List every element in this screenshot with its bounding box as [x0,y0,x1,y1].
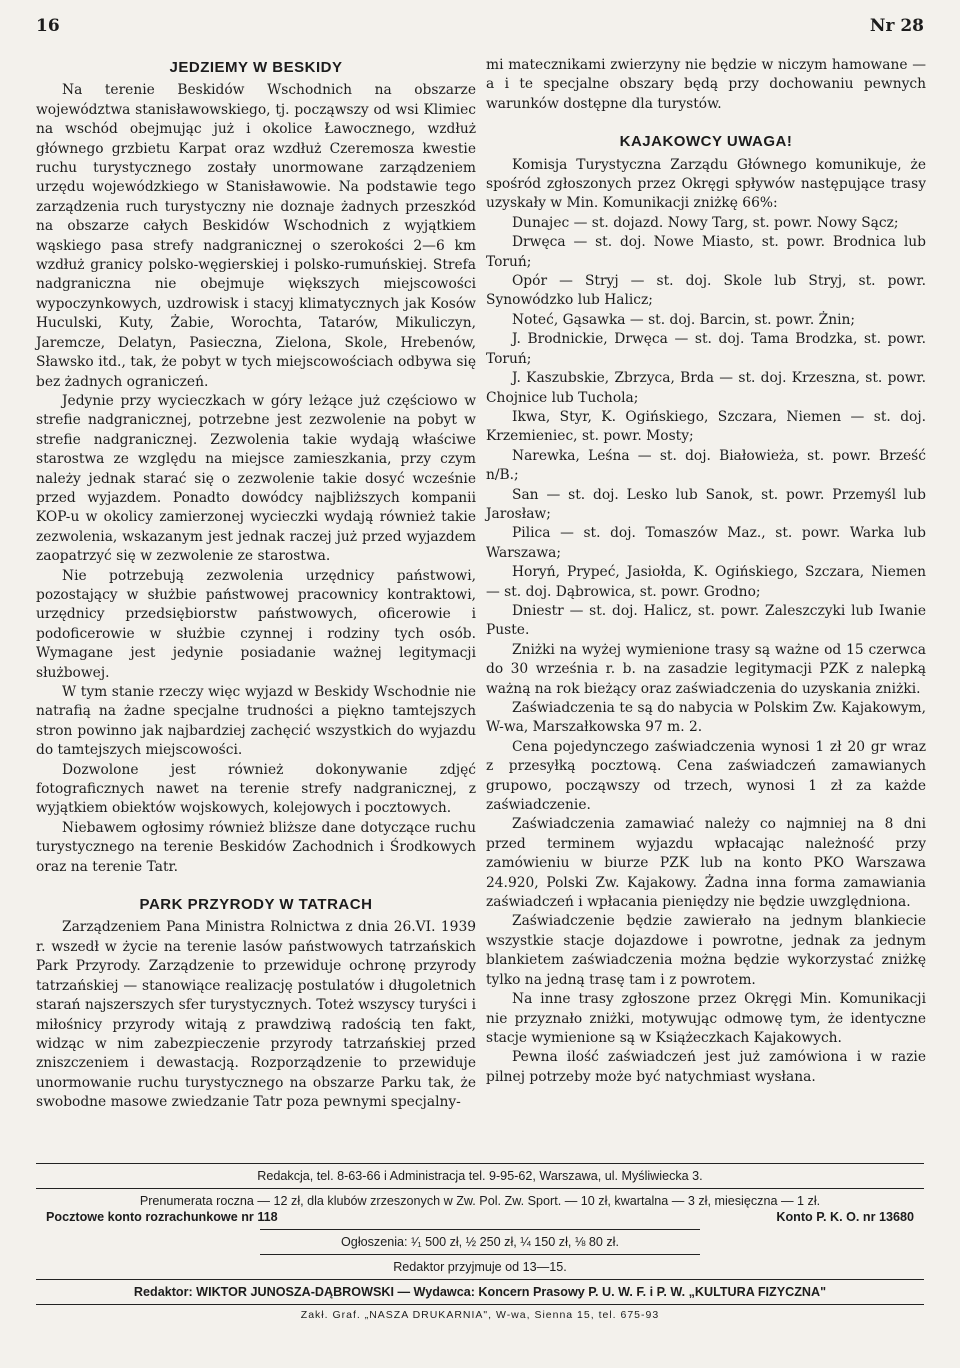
article-title-beskidy: JEDZIEMY W BESKIDY [169,59,343,76]
paragraph: Nie potrzebują zezwolenia urzędnicy państwowi, pozostający w służbie państwowej pracownicy kontraktowi, urzędnicy przedsiębiorstw państwowych, oficerowie i podoficerowie w służbie czynnej i rodziny tych osób. Wymagane jest jedynie posiadanie ważnej legitymacji służbowej. [36,567,476,681]
route-item: Dniestr — st. doj. Halicz, st. powr. Zaleszczyki lub Iwanie Puste. [486,602,926,639]
paragraph: Komisja Turystyczna Zarządu Głównego komunikuje, że spośród zgłoszonych przez Okręgi spływów następujące trasy uzyskały w Min. Komunikacji zniżkę 66%: [486,156,926,212]
paragraph: Cena pojedynczego zaświadczenia wynosi 1 zł 20 gr wraz z przesyłką pocztową. Cena zaświadczeń zamawianych grupowo, począwszy od trzech, wynosi 1 zł za każde zaświadczenie. [486,738,926,814]
paragraph: Jedynie przy wycieczkach w góry leżące już częściowo w strefie nadgranicznej, potrzebne jest zezwolenie na pobyt w strefie nadgranicznej. Zezwolenia takie wydają właściwe starostwa ze względu na miejsce zamieszkania, przy czym należy jednak starać się o zezwolenie takie dosyć wcześnie przed wyjazdem. Ponadto dowódcy najbliższych kompanii KOP-u w okolicy zamierzonej wycieczki wydają również takie zezwolenia, wskazanym jest jednak raczej już przed wyjazdem zaopatrzyć się w zezwolenie ze starostwa. [36,392,476,565]
paragraph: Na terenie Beskidów Wschodnich na obszarze województwa stanisławowskiego, tj. począwszy od wsi Klimiec na wschód obejmując już i okolice Ławocznego, wzdłuż głównego grzbietu Karpat oraz wzdłuż Czeremosza kwestie ruchu turystycznego zostały unormowane zarządzeniem urzędu wojewódzkiego w Stanisławowie. Na podstawie tego zarządzenia ruch turystyczny nie doznaje żadnych przeszkód na obszarze całych Beskidów Wschodnich z wyjątkiem wąskiego pasa strefy nadgranicznej o szerokości 2—6 km wzdłuż granicy polsko-węgierskiej i polsko-rumuńskiej. Strefa nadgraniczna nie obejmuje większych miejscowości wypoczynkowych, uzdrowisk i stacyj klimatycznych jak Kosów Huculski, Kuty, Żabie, Worochta, Tatarów, Mikuliczyn, Jaremcze, Delatyn, Pasieczna, Zielona, Skole, Hrebenów, Sławsko itd., tak, że pobyt w tych miejscowościach odbywa się bez żadnych ograniczeń. [36,82,476,390]
left-column [36,56,476,1113]
editor-publisher-line [36,1280,924,1304]
paragraph: Dozwolone jest również dokonywanie zdjęć fotograficznych nawet na terenie strefy nadgranicznej, z wyjątkiem obiektów wojskowych, kolejowych i pocztowych. [36,761,476,817]
right-column [486,56,926,1087]
paragraph: Niebawem ogłosimy również bliższe dane dotyczące ruchu turystycznego na terenie Beskidów Zachodnich i Środkowych oraz na terenie Tatr. [36,819,476,875]
route-item: San — st. doj. Lesko lub Sanok, st. powr. Przemyśl lub Jarosław; [486,486,926,522]
route-item: Horyń, Prypeć, Jasiołda, K. Ogińskiego, Szczara, Niemen — st. doj. Dąbrowica, st. powr. Grodno; [486,564,926,600]
publisher: — Wydawca: Koncern Prasowy P. U. W. F. i P. W. „KULTURA FIZYCZNA" [397,1285,827,1299]
account-row [36,1209,924,1229]
paragraph: Zniżki na wyżej wymienione trasy są ważne od 15 czerwca do 30 września r. b. na zasadzie legitymacji PZK z nalepką ważną na rok bieżący oraz zaświadczenia do uzyskania zniżki. [486,641,926,697]
page-number: 16 [36,16,60,36]
postal-account: Pocztowe konto rozrachunkowe nr 118 [46,1210,278,1224]
article-title-kajakowcy: KAJAKOWCY UWAGA! [619,133,793,151]
printer-imprint: Zakł. Graf. „NASZA DRUKARNIA", W-wa, Sienna 15, tel. 675-93 [300,1309,660,1321]
pko-account: Konto P. K. O. nr 13680 [776,1210,914,1224]
paragraph-continuation: mi matecznikami zwierzyny nie będzie w niczym hamowane — a i te specjalne obszary będą przy dochowaniu pewnych warunków dostępne dla turystów. [486,57,926,112]
route-item: J. Kaszubskie, Zbrzyca, Brda — st. doj. Krzeszna, st. powr. Chojnice lub Tuchola; [486,370,926,406]
route-item: Narewka, Leśna — st. doj. Białowieża, st. powr. Brześć n/B.; [486,447,926,484]
paragraph: Zaświadczenie będzie zawierało na jednym blankiecie wszystkie stacje dojazdowe i powrotne, jednak za jednym blankietem zaświadczenia można będzie wykorzystać zniżkę tylko na jedną trasę tam i z powrotem. [486,913,926,988]
route-item: Noteć, Gąsawka — st. doj. Barcin, st. powr. Żnin; [512,311,856,328]
office-hours-line: Redaktor przyjmuje od 13—15. [393,1260,567,1274]
subscription-line: Prenumerata roczna — 12 zł, dla klubów zrzeszonych w Zw. Pol. Zw. Sport. — 10 zł, kwartalna — 3 zł, miesięczna — 1 zł. [139,1194,821,1208]
route-item: Opór — Stryj — st. doj. Skole lub Stryj, st. powr. Synowódzko lub Halicz; [486,273,926,309]
paragraph: Zaświadczenia zamawiać należy co najmniej na 8 dni przed terminem wyjazdu wpłacając należność przy zamówieniu w biurze PZK lub na konto PKO Warszawa 24.920, Polski Zw. Kajakowy. Żadna inna forma zamawiania zaświadczeń i wpłacania pieniędzy nie będzie uwzględniona. [486,816,926,911]
route-item: Pilica — st. doj. Tomaszów Maz., st. powr. Warka lub Warszawa; [486,525,926,561]
page-footer [36,1163,924,1321]
ads-pricing-line: Ogłoszenia: ¹⁄₁ 500 zł, ½ 250 zł, ¼ 150 zł, ⅛ 80 zł. [341,1235,619,1249]
route-item: Ikwa, Styr, K. Ogińskiego, Szczara, Niemen — st. doj. Krzemieniec, st. powr. Mosty; [486,408,926,445]
route-item: Dunajec — st. dojazd. Nowy Targ, st. powr. Nowy Sącz; [512,214,899,231]
article-title-park: PARK PRZYRODY W TATRACH [139,896,373,914]
paragraph: Zarządzeniem Pana Ministra Rolnictwa z dnia 26.VI. 1939 r. wszedł w życie na terenie lasów państwowych tatrzańskich Park Przyrody. Zarządzenie to przewiduje ochronę przyrody tatrzańskiej — stanowiące realizację postulatów i długoletnich starań najszerszych sfer turystycznych. Toteż wszyscy turyści i miłośnicy przyrody witają z prawdziwą radością ten fakt, widząc w nim zabezpieczenie przyrody tatrzańskiej przed zniszczeniem i dewastacją. Rozporządzenie to przewiduje unormowanie ruchu turystycznego na obszarze Parku tak, że swobodne masowe zwiedzanie Tatr poza pewnymi specjalny- [36,919,476,1111]
page-header [0,16,960,46]
editor: Redaktor: WIKTOR JUNOSZA-DĄBROWSKI [133,1285,394,1299]
editorial-office-line: Redakcja, tel. 8-63-66 i Administracja tel. 9-95-62, Warszawa, ul. Myśliwiecka 3. [257,1169,703,1183]
paragraph: Pewna ilość zaświadczeń jest już zamówiona i w razie pilnej potrzeby może być natychmiast wysłana. [486,1049,926,1085]
route-item: J. Brodnickie, Drwęca — st. doj. Tama Brodzka, st. powr. Toruń; [486,331,926,367]
paragraph: Na inne trasy zgłoszone przez Okręgi Min. Komunikacji nie przyznało zniżki, motywując odmowę tym, że identyczne stacje wymienione są w Książeczkach Kajakowych. [486,991,926,1046]
paragraph: Zaświadczenia te są do nabycia w Polskim Zw. Kajakowym, W-wa, Marszałkowska 97 m. 2. [486,700,926,736]
route-item: Drwęca — st. doj. Nowe Miasto, st. powr. Brodnica lub Toruń; [486,234,926,270]
paragraph: W tym stanie rzeczy więc wyjazd w Beskidy Wschodnie nie natrafią na żadne specjalne trudności a piękno tamtejszych stron powinno jak najbardziej zachęcić wszystkich do wyjazdu do tamtejszych miejscowości. [36,684,476,759]
issue-number: Nr 28 [869,16,924,36]
